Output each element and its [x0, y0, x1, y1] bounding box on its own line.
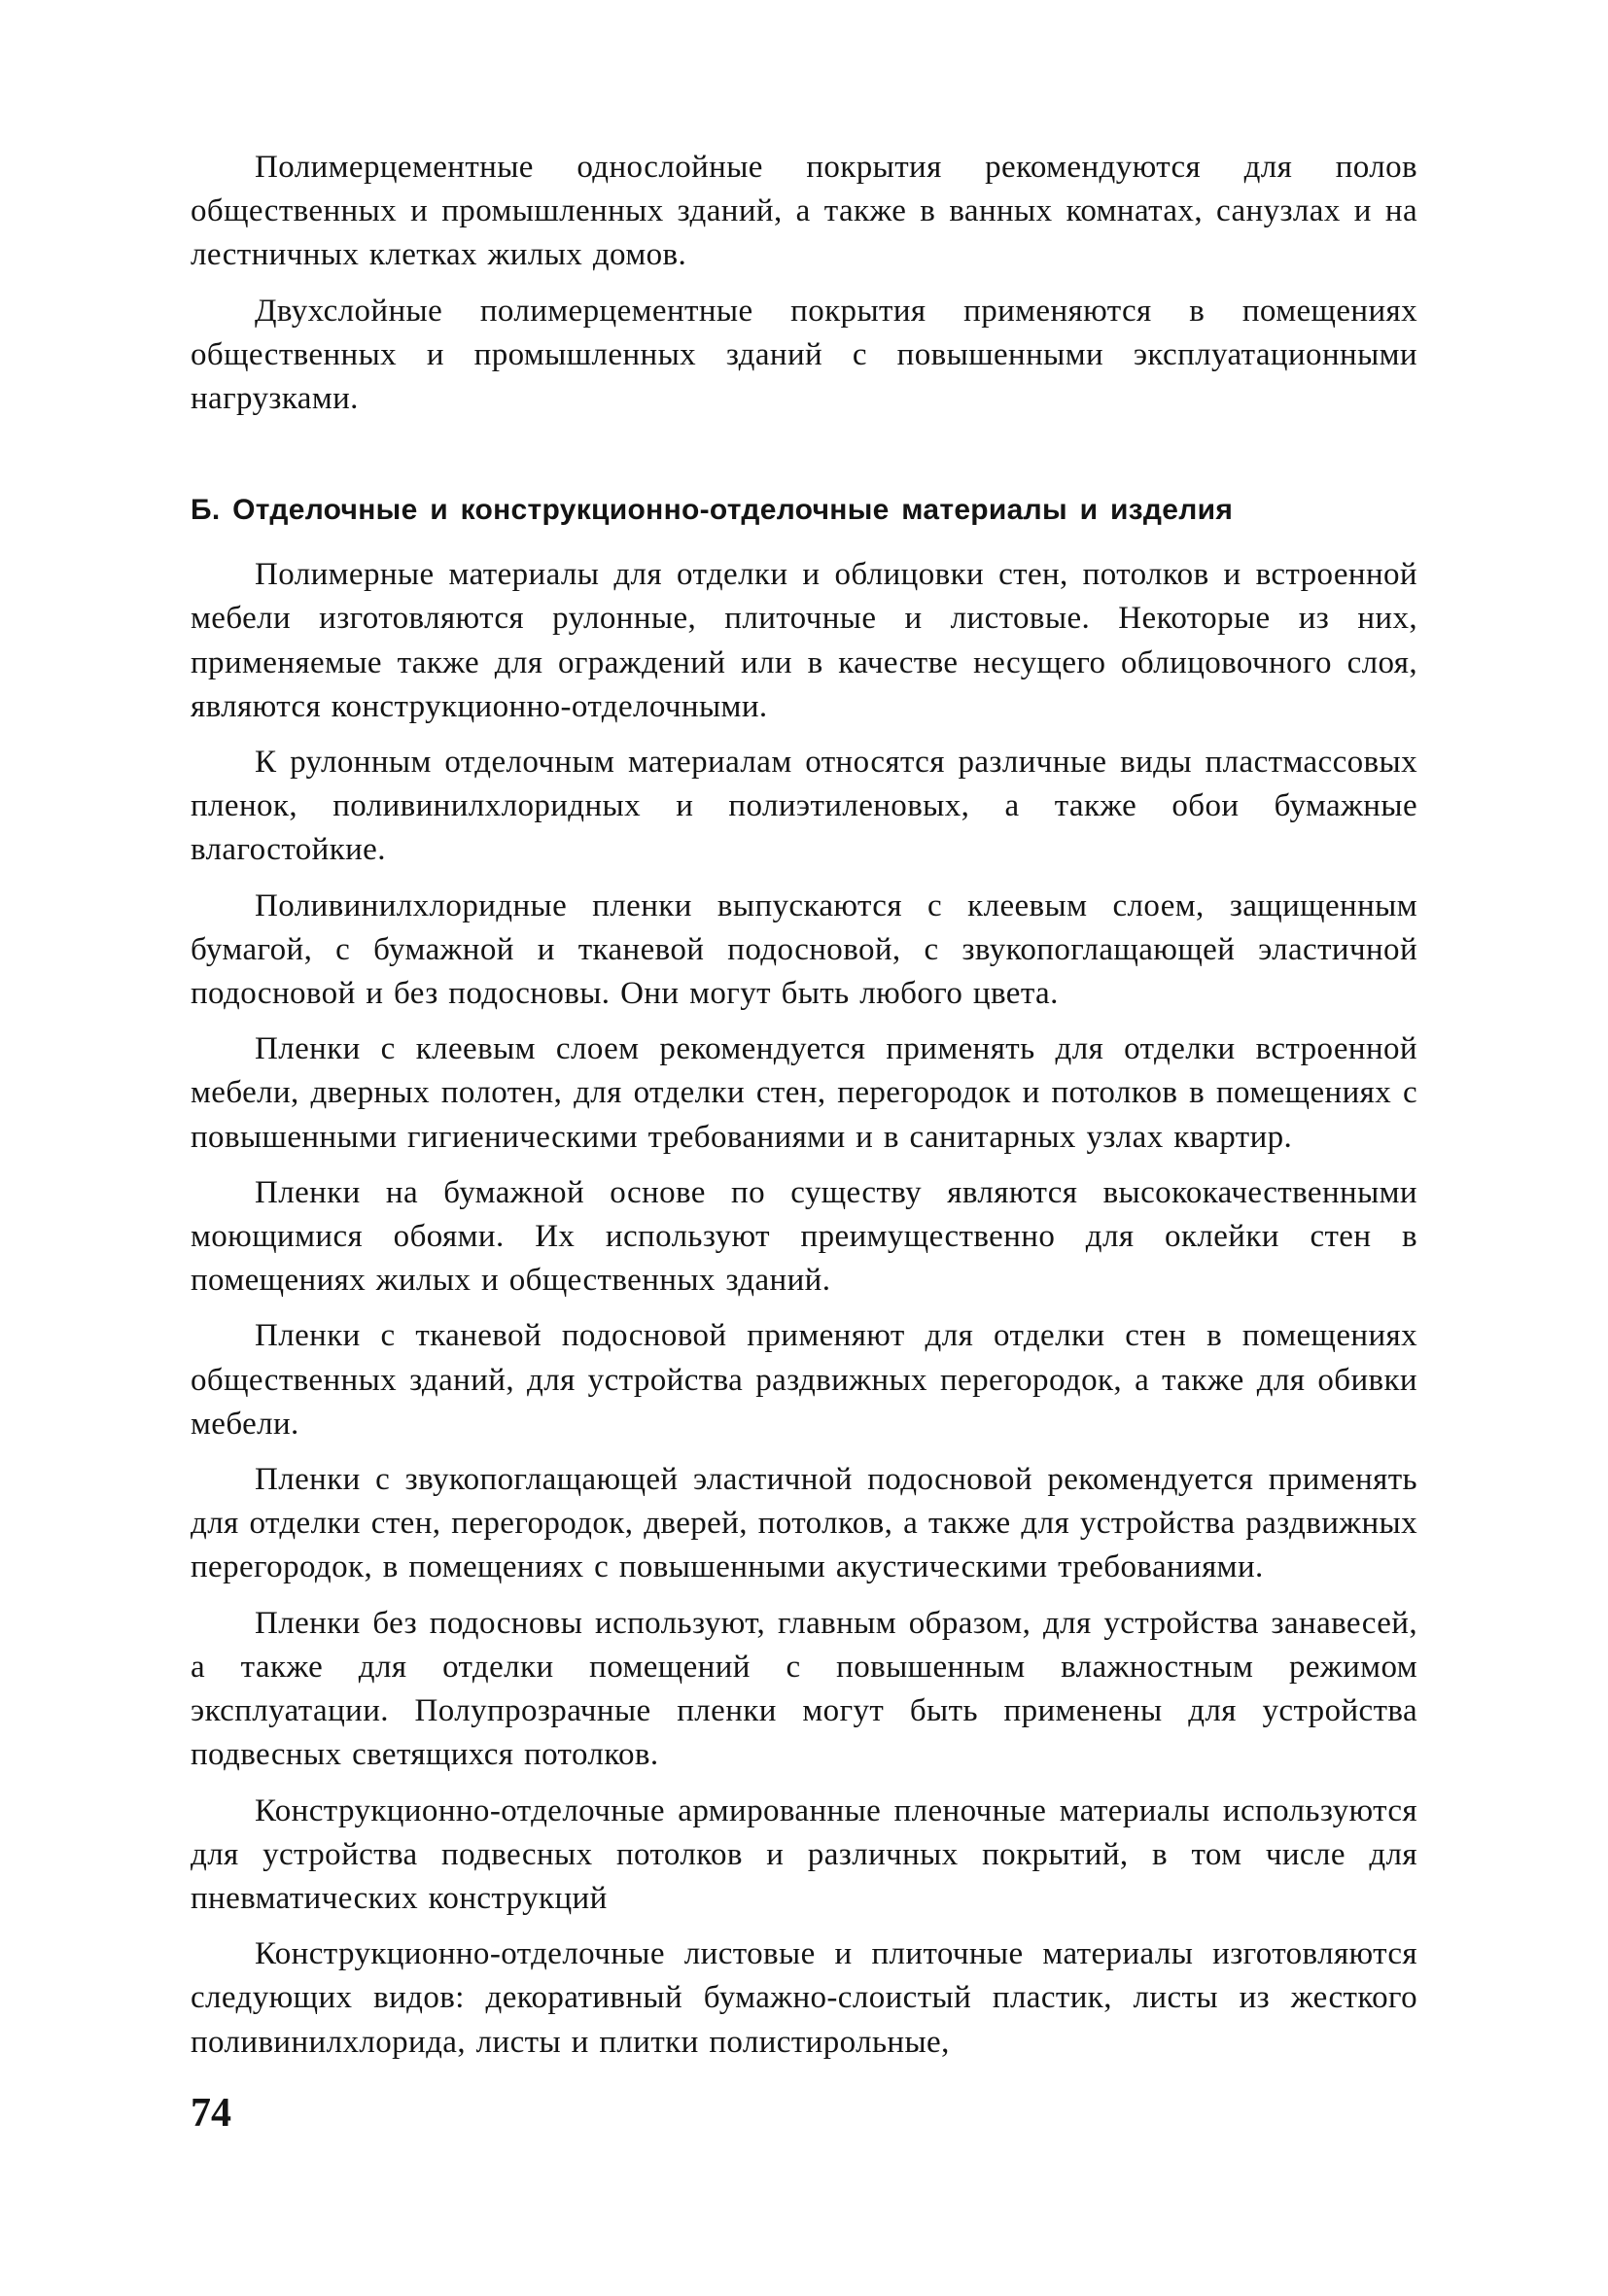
- paragraph: Пленки на бумажной основе по существу являются высококачественными моющимися обоями. Их используют преимущественно для оклейки стен в помещениях жилых и общественных зданий.: [191, 1174, 1417, 1299]
- section-heading: Б. Отделочные и конструкционно-отделочные материалы и изделия: [191, 494, 1234, 527]
- paragraph: Двухслойные полимерцементные покрытия применяются в помещениях общественных и промышленных зданий с повышенными эксплуатационными нагрузками.: [191, 293, 1417, 417]
- paragraph: Полимерцементные однослойные покрытия рекомендуются для полов общественных и промышленных зданий, а также в ванных комнатах, санузлах и на лестничных клетках жилых домов.: [191, 150, 1417, 273]
- paragraph: Конструкционно-отделочные армированные пленочные материалы используются для устройства подвесных потолков и различных покрытий, в том числе для пневматических конструкций: [191, 1792, 1417, 1916]
- paragraph: Пленки с клеевым слоем рекомендуется применять для отделки встроенной мебели, дверных полотен, для отделки стен, перегородок и потолков в помещениях с повышенными гигиеническими требованиями и в санитарных узлах квартир.: [191, 1031, 1417, 1155]
- paragraph: Пленки без подосновы используют, главным образом, для устройства занавесей, а также для отделки помещений с повышенным влажностным режимом эксплуатации. Полупрозрачные пленки могут быть применены для устройства подвесных светящихся потолков.: [191, 1605, 1417, 1773]
- paragraph: Полимерные материалы для отделки и облицовки стен, потолков и встроенной мебели изготовляются рулонные, плиточные и листовые. Некоторые из них, применяемые также для ограждений или в качестве несущего облицовочного слоя, являются конструкционно-отделочными.: [191, 557, 1417, 724]
- page-number: 74: [191, 2091, 231, 2136]
- paragraph: Поливинилхлоридные пленки выпускаются с клеевым слоем, защищенным бумагой, с бумажной и тканевой подосновой, с звукопоглащающей эластичной подосновой и без подосновы. Они могут быть любого цвета.: [191, 887, 1417, 1012]
- paragraph: Конструкционно-отделочные листовые и плиточные материалы изготовляются следующих видов: декоративный бумажно-слоистый пластик, листы из жесткого поливинилхлорида, листы и плитки полистирольные,: [191, 1936, 1417, 2060]
- paragraph: Пленки с звукопоглащающей эластичной подосновой рекомендуется применять для отделки стен, перегородок, дверей, потолков, а также для устройства раздвижных перегородок, в помещениях с повышенными акустическими требованиями.: [191, 1462, 1417, 1585]
- page-body: [191, 146, 1417, 2065]
- paragraph: Пленки с тканевой подосновой применяют для отделки стен в помещениях общественных зданий, для устройства раздвижных перегородок, а также для обивки мебели.: [191, 1318, 1417, 1442]
- paragraph: К рулонным отделочным материалам относятся различные виды пластмассовых пленок, поливинилхлоридных и полиэтиленовых, а также обои бумажные влагостойкие.: [191, 745, 1417, 868]
